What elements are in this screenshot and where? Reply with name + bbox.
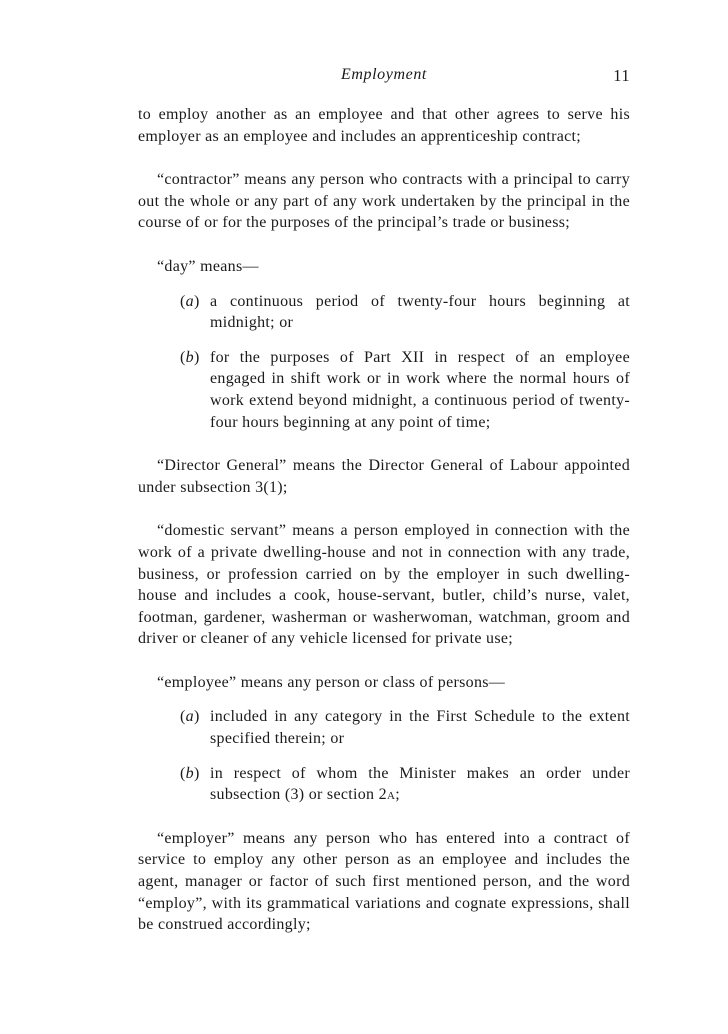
item-marker: (b) bbox=[180, 348, 200, 366]
definition-domestic-servant: “domestic servant” means a person employed in connection with the work of a private dwelling-house and not in connection with any trade, business, or profession carried on by the employer in such dwelling-house and includes a cook, house-servant, butler, child’s nurse, valet, footman, gardener, washerman or washerwoman, watchman, groom and driver or cleaner of any vehicle licensed for private use; bbox=[138, 522, 630, 648]
definition-contractor: “contractor” means any person who contracts with a principal to carry out the whole or any part of any work undertaken by the principal in the course of or for the purposes of the principal’s trade or business; bbox=[138, 171, 630, 232]
running-title: Employment bbox=[341, 66, 427, 83]
definition-employer: “employer” means any person who has entered into a contract of service to employ any other person as an employee and includes the agent, manager or factor of such first mentioned person, and the word “employ”, with its grammatical variations and cognate expressions, shall be construed accordingly; bbox=[138, 829, 630, 934]
definition-employee-items bbox=[138, 706, 630, 805]
page-number: 11 bbox=[613, 66, 630, 85]
list-item bbox=[138, 291, 630, 334]
item-text: in respect of whom the Minister makes an order under subsection (3) or section 2a; bbox=[210, 764, 630, 804]
definition-day-items bbox=[138, 291, 630, 434]
definition-day-lead: “day” means— bbox=[157, 257, 259, 275]
item-marker: (a) bbox=[180, 708, 200, 726]
list-item bbox=[138, 763, 630, 806]
item-text: included in any category in the First Schedule to the extent specified therein; or bbox=[210, 708, 630, 748]
item-text: for the purposes of Part XII in respect of an employee engaged in shift work or in work where the normal hours of work extend beyond midnight, a continuous period of twenty-four hours beginning at any point of time; bbox=[210, 348, 630, 431]
item-marker: (b) bbox=[180, 764, 200, 782]
list-item bbox=[138, 347, 630, 433]
page-body bbox=[138, 104, 630, 958]
item-text: a continuous period of twenty-four hours beginning at midnight; or bbox=[210, 292, 630, 332]
definition-director-general: “Director General” means the Director General of Labour appointed under subsection 3(1); bbox=[138, 457, 630, 496]
definition-employee-lead: “employee” means any person or class of persons— bbox=[157, 673, 506, 691]
page-header bbox=[138, 66, 630, 90]
continuation-paragraph: to employ another as an employee and that other agrees to serve his employer as an employee and includes an apprenticeship contract; bbox=[138, 106, 630, 145]
list-item bbox=[138, 706, 630, 749]
item-marker: (a) bbox=[180, 292, 200, 310]
